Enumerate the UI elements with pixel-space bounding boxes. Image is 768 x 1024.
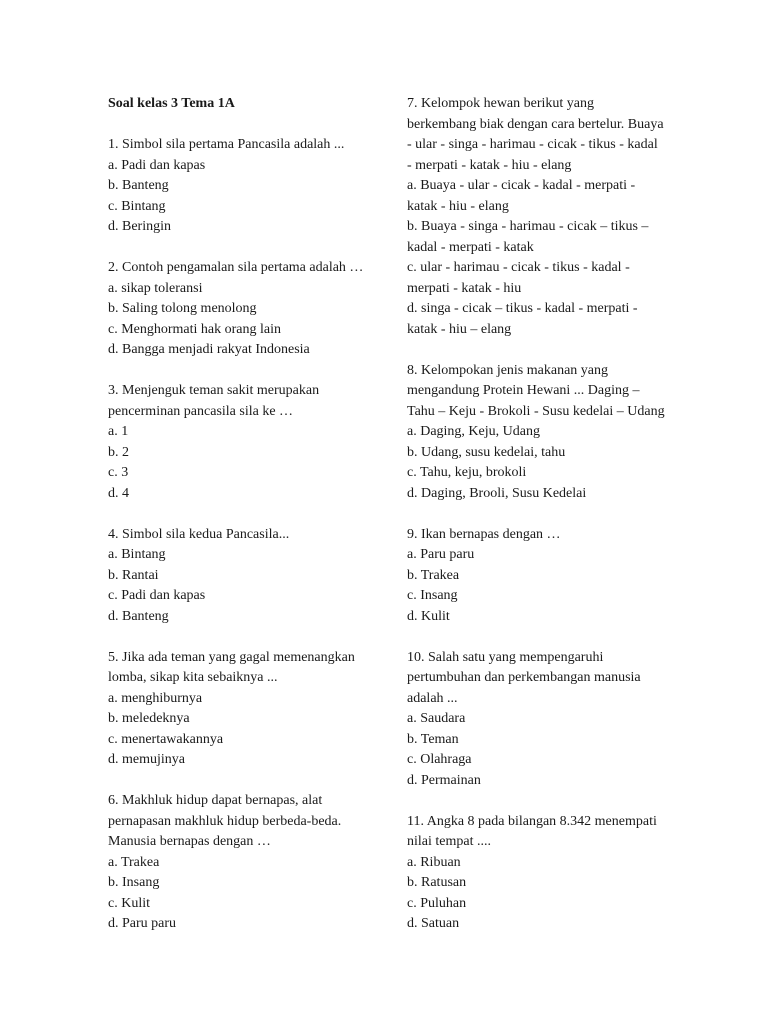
option-c: c. Tahu, keju, brokoli xyxy=(407,465,527,480)
question-stem: 10. Salah satu yang mempengaruhi pertumbuhan dan perkembangan manusia adalah ... xyxy=(407,649,641,706)
option-a: a. Saudara xyxy=(407,711,466,726)
option-a: a. Trakea xyxy=(108,854,160,870)
option-b: b. meledeknya xyxy=(108,711,190,726)
option-a: a. Bintang xyxy=(108,547,166,562)
option-a: a. Buaya - ular - cicak - kadal - merpati - katak - hiu - elang xyxy=(407,178,636,214)
option-a: a. sikap toleransi xyxy=(108,280,203,296)
question-3 xyxy=(108,381,370,504)
question-11 xyxy=(407,812,665,935)
option-c: c. Menghormati hak orang lain xyxy=(108,321,282,337)
option-b: b. Buaya - singa - harimau - cicak – tikus – kadal - merpati - katak xyxy=(407,219,649,255)
option-c: c. Bintang xyxy=(108,198,166,214)
question-9 xyxy=(407,525,665,628)
document-title: Soal kelas 3 Tema 1A xyxy=(108,96,235,111)
option-b: b. Udang, susu kedelai, tahu xyxy=(407,444,566,460)
question-stem: 9. Ikan bernapas dengan … xyxy=(407,526,561,542)
option-b: b. 2 xyxy=(108,444,129,460)
option-d: d. Paru paru xyxy=(108,916,177,931)
option-c: c. menertawakannya xyxy=(108,731,224,747)
option-c: c. Puluhan xyxy=(407,895,467,911)
question-stem: 2. Contoh pengamalan sila pertama adalah … xyxy=(108,260,364,275)
option-a: a. Daging, Keju, Udang xyxy=(407,424,540,439)
option-a: a. menghiburnya xyxy=(108,690,203,706)
question-6 xyxy=(108,791,370,935)
question-7 xyxy=(407,94,665,340)
option-b: b. Insang xyxy=(108,875,160,890)
option-b: b. Saling tolong menolong xyxy=(108,301,257,316)
option-c: c. Kulit xyxy=(108,895,150,911)
question-stem: 4. Simbol sila kedua Pancasila... xyxy=(108,526,290,542)
option-d: d. Bangga menjadi rakyat Indonesia xyxy=(108,342,310,357)
option-d: d. 4 xyxy=(108,485,129,501)
left-column xyxy=(108,94,370,955)
option-d: d. Satuan xyxy=(407,916,460,931)
option-b: b. Ratusan xyxy=(407,875,467,890)
question-stem: 5. Jika ada teman yang gagal memenangkan lomba, sikap kita sebaiknya ... xyxy=(108,649,355,685)
question-10 xyxy=(407,648,665,792)
question-stem: 3. Menjenguk teman sakit merupakan pencerminan pancasila sila ke … xyxy=(108,383,320,419)
question-2 xyxy=(108,258,370,361)
question-1 xyxy=(108,135,370,238)
option-b: b. Banteng xyxy=(108,178,169,193)
option-c: c. Padi dan kapas xyxy=(108,588,206,603)
option-d: d. memujinya xyxy=(108,752,185,767)
option-c: c. Olahraga xyxy=(407,752,472,767)
option-a: a. 1 xyxy=(108,424,129,439)
question-stem: 11. Angka 8 pada bilangan 8.342 menempati nilai tempat .... xyxy=(407,813,657,849)
right-column xyxy=(407,94,665,955)
option-d: d. Permainan xyxy=(407,772,481,788)
option-a: a. Padi dan kapas xyxy=(108,157,206,173)
option-a: a. Paru paru xyxy=(407,547,475,562)
option-d: d. Daging, Brooli, Susu Kedelai xyxy=(407,485,587,501)
option-b: b. Trakea xyxy=(407,567,460,583)
question-stem: 6. Makhluk hidup dapat bernapas, alat pernapasan makhluk hidup berbeda-beda. Manusia bernapas dengan … xyxy=(108,793,342,849)
question-stem: 7. Kelompok hewan berikut yang berkembang biak dengan cara bertelur. Buaya - ular - singa - harimau - cicak - tikus - kadal - merpati - katak - hiu - elang xyxy=(407,96,664,173)
question-4 xyxy=(108,525,370,628)
option-d: d. singa - cicak – tikus - kadal - merpati - katak - hiu – elang xyxy=(407,301,638,337)
option-c: c. Insang xyxy=(407,588,458,603)
option-c: c. 3 xyxy=(108,465,129,480)
question-stem: 1. Simbol sila pertama Pancasila adalah ... xyxy=(108,137,345,152)
option-d: d. Banteng xyxy=(108,608,169,624)
option-c: c. ular - harimau - cicak - tikus - kadal - merpati - katak - hiu xyxy=(407,260,630,296)
question-stem: 8. Kelompokan jenis makanan yang mengandung Protein Hewani ... Daging – Tahu – Keju - Brokoli - Susu kedelai – Udang xyxy=(407,362,665,419)
question-8 xyxy=(407,361,665,505)
option-d: d. Beringin xyxy=(108,219,171,234)
question-5 xyxy=(108,648,370,771)
option-d: d. Kulit xyxy=(407,608,450,624)
option-b: b. Teman xyxy=(407,731,459,747)
option-b: b. Rantai xyxy=(108,567,159,583)
option-a: a. Ribuan xyxy=(407,854,461,870)
